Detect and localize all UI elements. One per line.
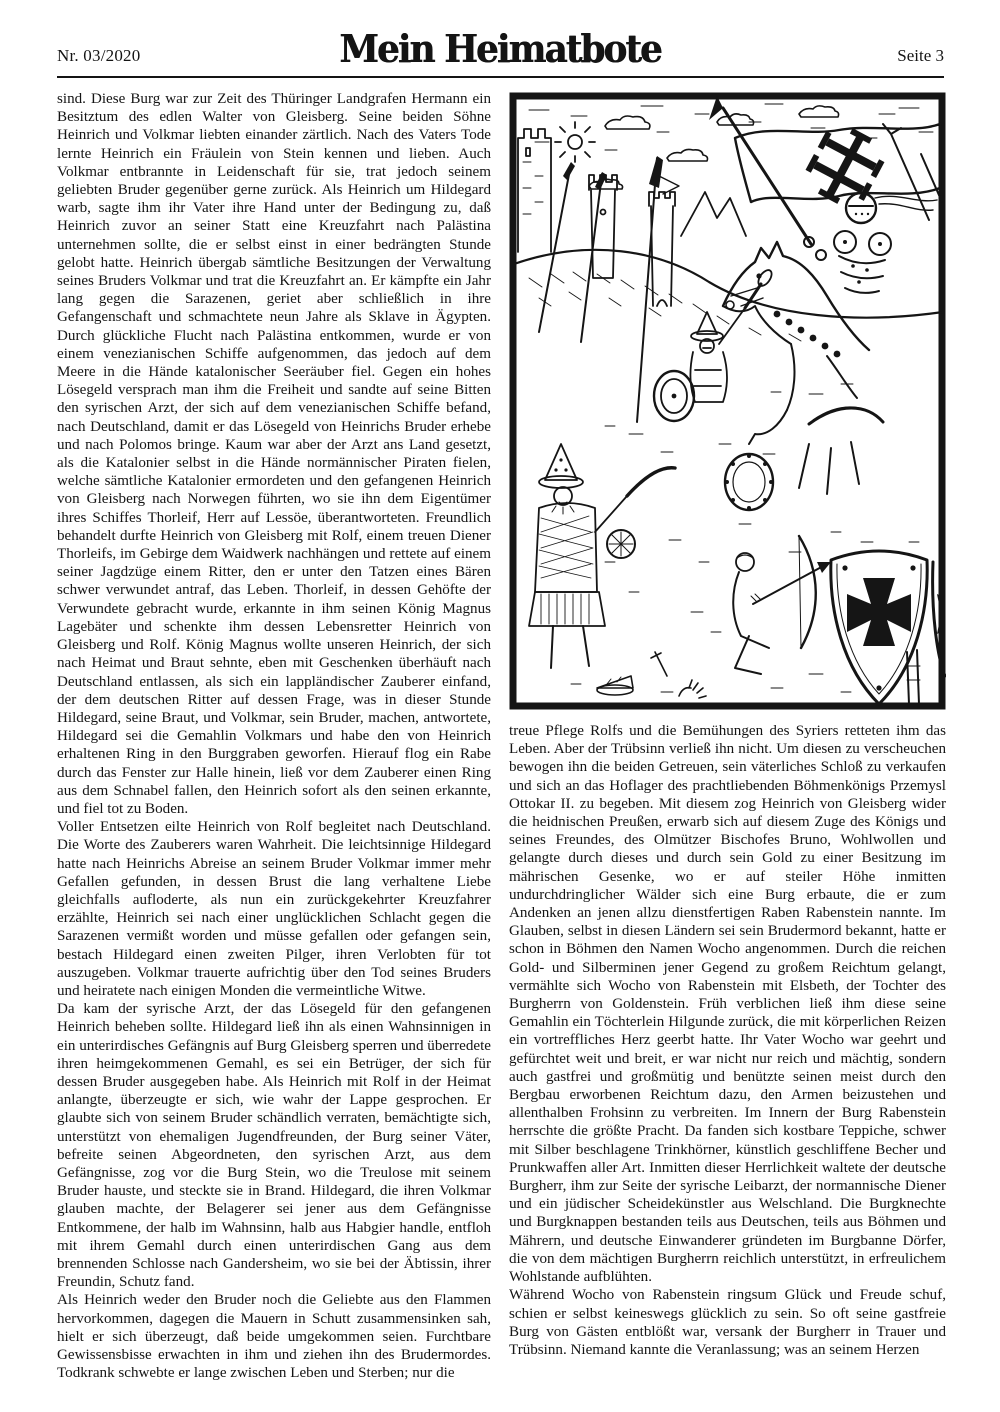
body-paragraph: Während Wocho von Rabenstein ringsum Glück und Freude schuf, schien er selbst keineswegs glücklich zu sein. So oft seine gastfreie Burg von Gästen entblößt war, versank der Burgherr in Trauer und Trübsinn. Niemand kannte die Veranlassung; was an seinem Herzen [509,1287,946,1358]
body-paragraph: Da kam der syrische Arzt, der das Lösegeld für den gefangenen Heinrich beheben sollte. Hildegard ließ ihn als einen Wahnsinnigen in ein unterirdisches Gefängnis auf Burg Gleisberg sperren und überredete ihren heimgekommenen Gemahl, es sei ein Betrüger, der sich für dessen Bruder ausgegeben habe. Als Heinrich mit Rolf in der Heimat anlangte, überzeugte er sich, wie wahr der Lappe gesprochen. Er glaubte sich von seinem Bruder schändlich verraten, bemächtigte sich, unterstützt von ehemaligen Jugendfreunden, der Burg seiner Väter, befreite seinen Abgeordneten, den syrischen Arzt, aus dem Gefängnisse, zog vor die Burg Stein, wo die Treulose mit seinem Bruder hauste, und steckte sie in Brand. Hildegard, die ihren Volkmar glauben machte, der Belagerer sei jener aus dem Gefängnisse Entkommene, der halb im Wahnsinn, halb aus Habgier handle, entfloh mit ihrem Gemahl durch einen unterirdischen Gang aus dem brennenden Schlosse nach Gandersheim, wo sie bei der Äbtissin, ihrer Freundin, Schutz fand. [57,1001,491,1291]
issue-number: Nr. 03/2020 [57,46,141,65]
body-paragraph: sind. Diese Burg war zur Zeit des Thüringer Landgrafen Hermann ein Besitztum des edlen Walter von Gleisberg. Seine beiden Söhne Heinrich und Volkmar liebten einander zärtlich. Nach des Vaters Tode lernte Heinrich ein Fräulein von Stein kennen und lieben. Auch Volkmar entbrannte in Leidenschaft für sie, trat jedoch seinem geliebten Bruder gegenüber gerne zurück. Als Heinrich um Hildegard warb, sagte ihm ihr Vater ihre Hand unter der Bedingung zu, daß Heinrich zuvor an seiner Statt eine Kreuzfahrt nach Palästina unternehmen sollte, die er selbst einst in einer bedrängten Stunde gelobt hatte. Heinrich übergab sämtliche Besitzungen der Verwaltung seines Bruders Volkmar und trat die Kreuzfahrt an. Er kämpfte ein Jahr lang gegen die Sarazenen, geriet aber schließlich in ihre Gefangenschaft und schmachtete neun Jahre als Sklave in Ägypten. Durch glückliche Flucht nach Palästina entkommen, wurde er von einem venezianischen Schiffe aufgenommen, das jedoch auf dem Meere in die Hände katalonischer Seeräuber fiel. Gegen ein hohes Lösegeld versprach man ihm die Freiheit und sandte auf seine Bitten den syrischen Arzt, der sich auf dem venezianischen Schiffe befand, nach Deutschland, damit er das Lösegeld von Heinrichs Bruder erhebe und nach Polomos bringe. Kaum war aber der Arzt ans Land gesetzt, als die Katalonier selbst in die Hände normännischer Piraten fielen, welche sämtliche Katalonier ermordeten und den gefangenen Heinrich von Gleisberg nach Norwegen führten, wo sie ihn dem Eigentümer ihres Schiffes Thorleif, Herr auf Lessöe, überantworteten. Freundlich behandelt durfte Heinrich von Gleisberg mit Rolf, einem treuen Diener Thorleifs, im Gebirge dem Waidwerk nachhängen und rettete auf einem seiner Jagdzüge einem Ritter, den er unter den Tatzen eines Bären schwer verwundet antraf, das Leben. Thorleif, in dessen Gehöfte der Verwundete gebracht wurde, erkannte in ihm seinen König Magnus Lagebäter und schenkte ihm dessen Lebensretter Heinrich von Gleisberg und Rolf. König Magnus wollte unseren Heinrich, der sich nach Heimat und Braut sehnte, eben mit Geschenken überhäuft nach Deutschland entlassen, als sich ein lappländischer Zauberer einfand, der dem deutschen Ritter auf dessen Frage, was in dieser Stunde Hildegard, seine Braut, und Volkmar, sein Bruder, machen, antwortete, Hildegard sei die Gemahlin Volkmars und habe den von Heinrich erhaltenen Ring in den Burggraben geworfen. Hierauf flog ein Rabe durch das Fenster zur Halle hinein, ließ vor dem Zauberer einen Ring aus dem Schnabel fallen, den Heinrich sofort als den seinen erkannte, und fiel tot zu Boden. [57,91,491,817]
body-paragraph: Voller Entsetzen eilte Heinrich von Rolf begleitet nach Deutschland. Die Worte des Zauberers waren Wahrheit. Die leichtsinnige Hildegard hatte nach Heinrichs Abreise an seinem Bruder Volkmar immer mehr Gefallen gefunden, in dessen Brust die lang verhaltene Liebe gleichfalls aufloderte, als nun ein zurückgekehrter Kreuzfahrer erzählte, Heinrich sei nach einer unglücklichen Schlacht gegen die Sarazenen vermißt worden und müsse gefallen oder gefangen sein, bestach Hildegard einen zweiten Pilger, ihren Verlobten für tot auszugeben. Volkmar trauerte aufrichtig über den Tod seines Bruders und heiratete nach einigen Monden die vermeintliche Witwe. [57,819,491,999]
masthead-title: Mein Heimatbote [339,26,661,71]
battle-scene-woodcut-illustration [509,92,946,710]
right-text-column [509,90,946,1359]
page-number: Seite 3 [897,46,944,65]
left-text-column [57,90,491,1382]
body-paragraph: Als Heinrich weder den Bruder noch die Geliebte aus den Flammen hervorkommen, dagegen die Mauern in Schutt zusammensinken sah, hielt er sich überzeugt, daß beide umgekommen seien. Furchtbare Gewissensbisse erwachten in ihm und ziehen ihn des Brudermordes. Todkrank schwebte er lange zwischen Leben und Sterben; nur die [57,1292,491,1382]
header-divider [57,76,944,78]
body-paragraph: treue Pflege Rolfs und die Bemühungen des Syriers retteten ihm das Leben. Aber der Trübsinn verließ ihn nicht. Um diesen zu verscheuchen bewogen ihn die beiden Getreuen, sein väterliches Schloß zu verkaufen und sich an das Hoflager des prachtliebenden Böhmenkönigs Przemysl Ottokar II. zu begeben. Mit diesem zog Heinrich von Gleisberg wider die heidnischen Preußen, erwarb sich auf diesem Zuge des Königs und seines Freundes, des Olmützer Bischofes Bruno, Wohlwollen und gelangte durch dieses und durch sein Gold zu einer Besitzung im mährischen Gesenke, wo er auf steiler Höhe inmitten undurchdringlicher Wälder sich eine Burg erbaute, die er zum Andenken an jenen allzu dienstfertigen Raben Rabenstein nannte. Im Glauben, selbst in diesen Ländern sei sein Brudermord bekannt, hatte er schon in Böhmen den Namen Wocho angenommen. Durch die reichen Gold- und Silberminen jener Gegend zu großem Reichtum gelangt, vermählte sich Wocho von Rabenstein mit Elsbeth, der Tochter des Burgherrn von Goldenstein. Früh verblichen ließ ihm diese seine Gemahlin ein Töchterlein Hilgunde zurück, die mit körperlichen Reizen ein vortreffliches Herz geerbt hatte. Ihr Vater Wocho war geehrt und gefürchtet weit und breit, er war nicht nur reich und mächtig, sondern auch gastfrei und großmütig und benützte seinen meist durch den Bergbau erworbenen Reichtum dazu, den Armen beizustehen und allenthalben Frohsinn zu verbreiten. Im Innern der Burg Rabenstein herrschte die größte Pracht. Da fanden sich kostbare Teppiche, schwer mit Silber beschlagene Trinkhörner, künstlich geschliffene Becher und Prunkwaffen aller Art. Inmitten dieser Herrlichkeit waltete der deutsche Burgherr, ihm zur Seite der syrische Leibarzt, der normannische Diener und ein jüdischer Scheidekünstler aus Welschland. Die Burgknechte und Burgknappen bestanden teils aus Deutschen, teils aus Böhmen und Mährern, und deutsche Einwanderer gründeten im Burgbanne Dörfer, die von dem mächtigen Burgherrn reichlich unterstützt, in erfreulichem Wohlstande aufblühten. [509,723,946,1286]
